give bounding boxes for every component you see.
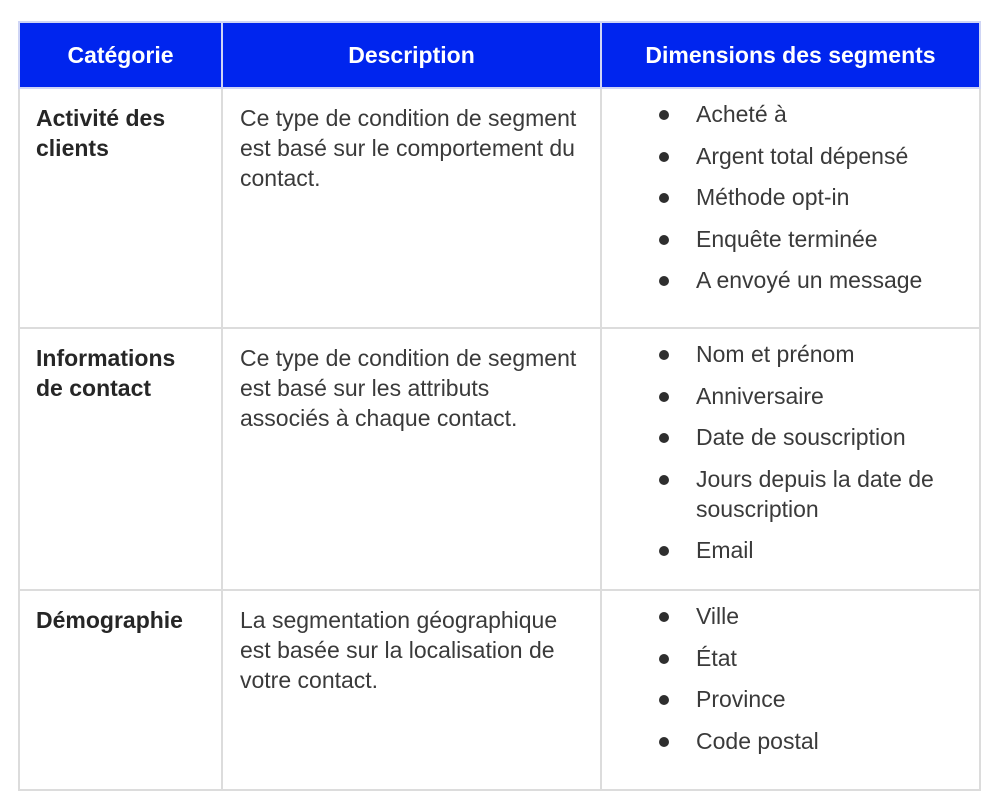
dimension-label: A envoyé un message (696, 267, 923, 293)
description-cell: La segmentation géographique est basée sur la localisation de votre contact. (222, 590, 601, 790)
bullet-icon (659, 235, 669, 245)
dimension-label: Nom et prénom (696, 341, 855, 367)
dimension-item (602, 422, 969, 452)
bullet-icon (659, 737, 669, 747)
category-cell: Démographie (19, 590, 222, 790)
bullet-icon (659, 475, 669, 485)
bullet-icon (659, 392, 669, 402)
table-row (19, 88, 980, 328)
dimension-label: Date de souscription (696, 424, 906, 450)
header-description: Description (222, 22, 601, 88)
table-body (19, 88, 980, 790)
bullet-icon (659, 193, 669, 203)
dimension-item (602, 182, 969, 212)
dimension-label: Enquête terminée (696, 225, 878, 252)
dimension-label: État (696, 644, 737, 671)
category-cell: Informations de contact (19, 328, 222, 590)
dimension-list (602, 601, 969, 756)
segment-table (18, 21, 981, 791)
dimension-item (602, 684, 969, 714)
dimension-label: Code postal (696, 727, 819, 754)
dimension-item (602, 464, 969, 524)
header-dimensions: Dimensions des segments (601, 22, 980, 88)
dimension-item (602, 643, 969, 673)
category-cell: Activité des clients (19, 88, 222, 328)
dimension-label: Email (696, 537, 754, 563)
bullet-icon (659, 654, 669, 664)
bullet-icon (659, 433, 669, 443)
bullet-icon (659, 546, 669, 556)
table-header (19, 22, 980, 88)
dimension-label: Ville (696, 603, 740, 629)
dimension-list (602, 99, 969, 295)
dimensions-cell (601, 88, 980, 328)
dimension-item (602, 726, 969, 756)
description-cell: Ce type de condition de segment est basé sur le comportement du contact. (222, 88, 601, 328)
dimension-item (602, 601, 969, 631)
dimensions-cell (601, 590, 980, 790)
bullet-icon (659, 695, 669, 705)
dimension-item (602, 381, 969, 411)
bullet-icon (659, 350, 669, 360)
dimension-item (602, 535, 969, 565)
dimension-item (602, 224, 969, 254)
description-cell: Ce type de condition de segment est basé sur les attributs associés à chaque contact. (222, 328, 601, 590)
dimensions-cell (601, 328, 980, 590)
table-row (19, 328, 980, 590)
bullet-icon (659, 276, 669, 286)
bullet-icon (659, 152, 669, 162)
bullet-icon (659, 612, 669, 622)
header-row (19, 22, 980, 88)
dimension-label: Anniversaire (696, 382, 824, 409)
dimension-label: Jours depuis la date de souscription (696, 465, 934, 522)
dimension-label: Province (696, 686, 786, 712)
header-category: Catégorie (19, 22, 222, 88)
dimension-item (602, 141, 969, 171)
dimension-label: Argent total dépensé (696, 142, 909, 169)
dimension-list (602, 339, 969, 565)
table-row (19, 590, 980, 790)
dimension-label: Méthode opt-in (696, 184, 850, 210)
dimension-label: Acheté à (696, 101, 787, 127)
dimension-item (602, 265, 969, 295)
dimension-item (602, 339, 969, 369)
bullet-icon (659, 110, 669, 120)
dimension-item (602, 99, 969, 129)
